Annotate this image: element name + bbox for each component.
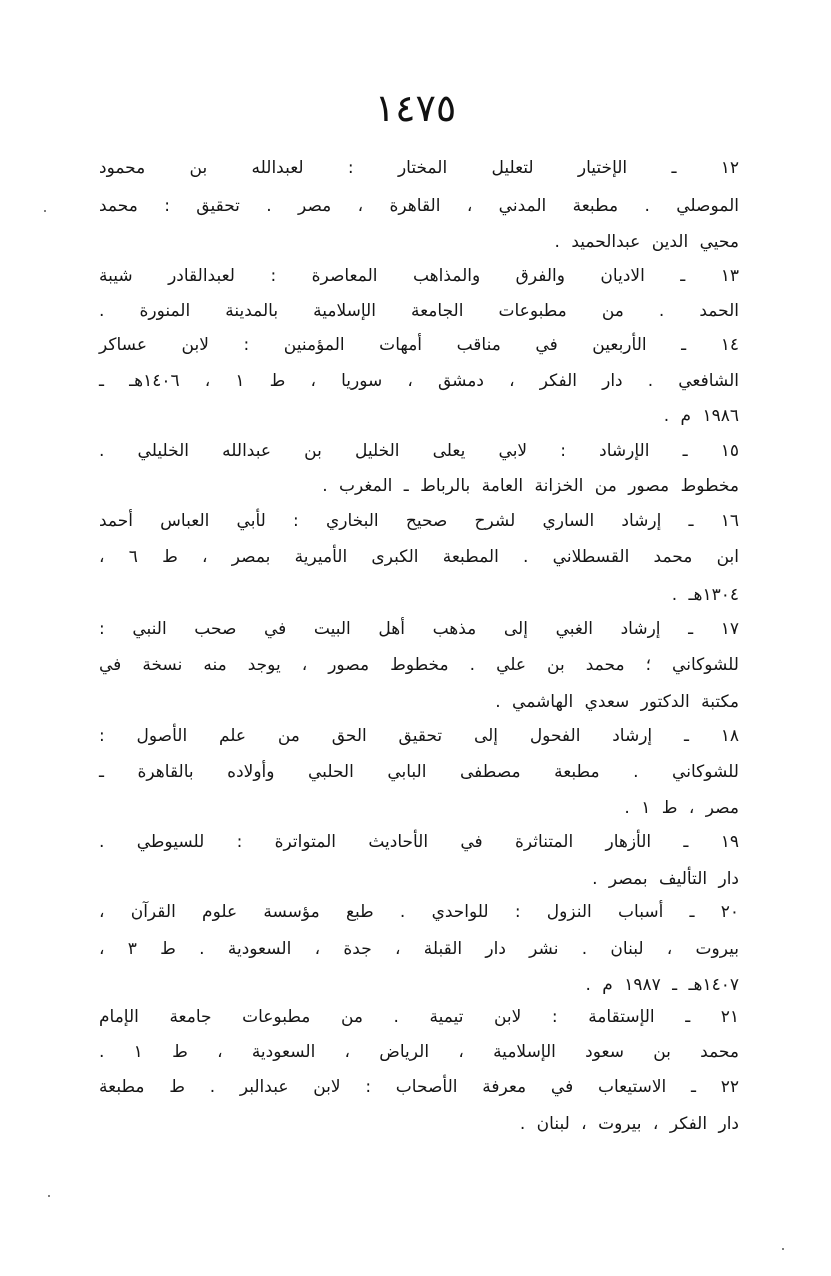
entry-20-line-1: ٢٠ ـ أسباب النزول : للواحدي . طبع مؤسسة علوم القرآن ، — [99, 902, 739, 922]
entry-20-line-2: بيروت ، لبنان . نشر دار القبلة ، جدة ، السعودية . ط ٣ ، — [99, 939, 739, 959]
entry-20-line-3: ١٤٠٧هـ ـ ١٩٨٧ م . — [585, 975, 739, 995]
entry-18-line-3: مصر ، ط ١ . — [624, 798, 739, 818]
entry-12-line-2: الموصلي . مطبعة المدني ، القاهرة ، مصر . تحقيق : محمد — [99, 196, 739, 216]
entry-17-line-3: مكتبة الدكتور سعدي الهاشمي . — [495, 692, 739, 712]
entry-12-line-1: ١٢ ـ الإختيار لتعليل المختار : لعبدالله بن محمود — [99, 158, 739, 178]
entry-18-line-1: ١٨ ـ إرشاد الفحول إلى تحقيق الحق من علم الأصول : — [99, 726, 739, 746]
page-number: ١٤٧٥ — [374, 86, 457, 130]
entry-19-line-2: دار التأليف بمصر . — [592, 869, 739, 889]
entry-13-line-2: الحمد . من مطبوعات الجامعة الإسلامية بالمدينة المنورة . — [99, 301, 739, 321]
entry-18-line-2: للشوكاني . مطبعة مصطفى البابي الحلبي وأولاده بالقاهرة ـ — [99, 762, 739, 782]
entry-14-line-3: ١٩٨٦ م . — [663, 406, 739, 426]
entry-17-line-2: للشوكاني ؛ محمد بن علي . مخطوط مصور ، يوجد منه نسخة في — [99, 655, 739, 675]
entry-16-line-1: ١٦ ـ إرشاد الساري لشرح صحيح البخاري : لأبي العباس أحمد — [99, 511, 739, 531]
scan-speck — [782, 1248, 784, 1250]
entry-15-line-2: مخطوط مصور من الخزانة العامة بالرباط ـ المغرب . — [322, 476, 739, 496]
scan-speck — [44, 210, 46, 212]
entry-15-line-1: ١٥ ـ الإرشاد : لابي يعلى الخليل بن عبدالله الخليلي . — [99, 441, 739, 461]
entry-16-line-2: ابن محمد القسطلاني . المطبعة الكبرى الأميرية بمصر ، ط ٦ ، — [99, 547, 740, 567]
entry-22-line-2: دار الفكر ، بيروت ، لبنان . — [519, 1114, 739, 1134]
entry-19-line-1: ١٩ ـ الأزهار المتناثرة في الأحاديث المتواترة : للسيوطي . — [99, 832, 739, 852]
entry-22-line-1: ٢٢ ـ الاستيعاب في معرفة الأصحاب : لابن عبدالبر . ط مطبعة — [99, 1077, 739, 1097]
entry-13-line-1: ١٣ ـ الاديان والفرق والمذاهب المعاصرة : لعبدالقادر شيبة — [99, 266, 739, 286]
entry-21-line-1: ٢١ ـ الإستقامة : لابن تيمية . من مطبوعات جامعة الإمام — [99, 1007, 739, 1027]
entry-14-line-2: الشافعي . دار الفكر ، دمشق ، سوريا ، ط ١ ، ١٤٠٦هـ ـ — [99, 371, 740, 391]
entry-21-line-2: محمد بن سعود الإسلامية ، الرياض ، السعودية ، ط ١ . — [99, 1042, 739, 1062]
entry-14-line-1: ١٤ ـ الأربعين في مناقب أمهات المؤمنين : لابن عساكر — [99, 335, 739, 355]
entry-16-line-3: ١٣٠٤هـ . — [671, 585, 739, 605]
scan-speck — [48, 1195, 50, 1197]
entry-12-line-3: محيي الدين عبدالحميد . — [554, 232, 739, 252]
entry-17-line-1: ١٧ ـ إرشاد الغبي إلى مذهب أهل البيت في صحب النبي : — [99, 619, 739, 639]
